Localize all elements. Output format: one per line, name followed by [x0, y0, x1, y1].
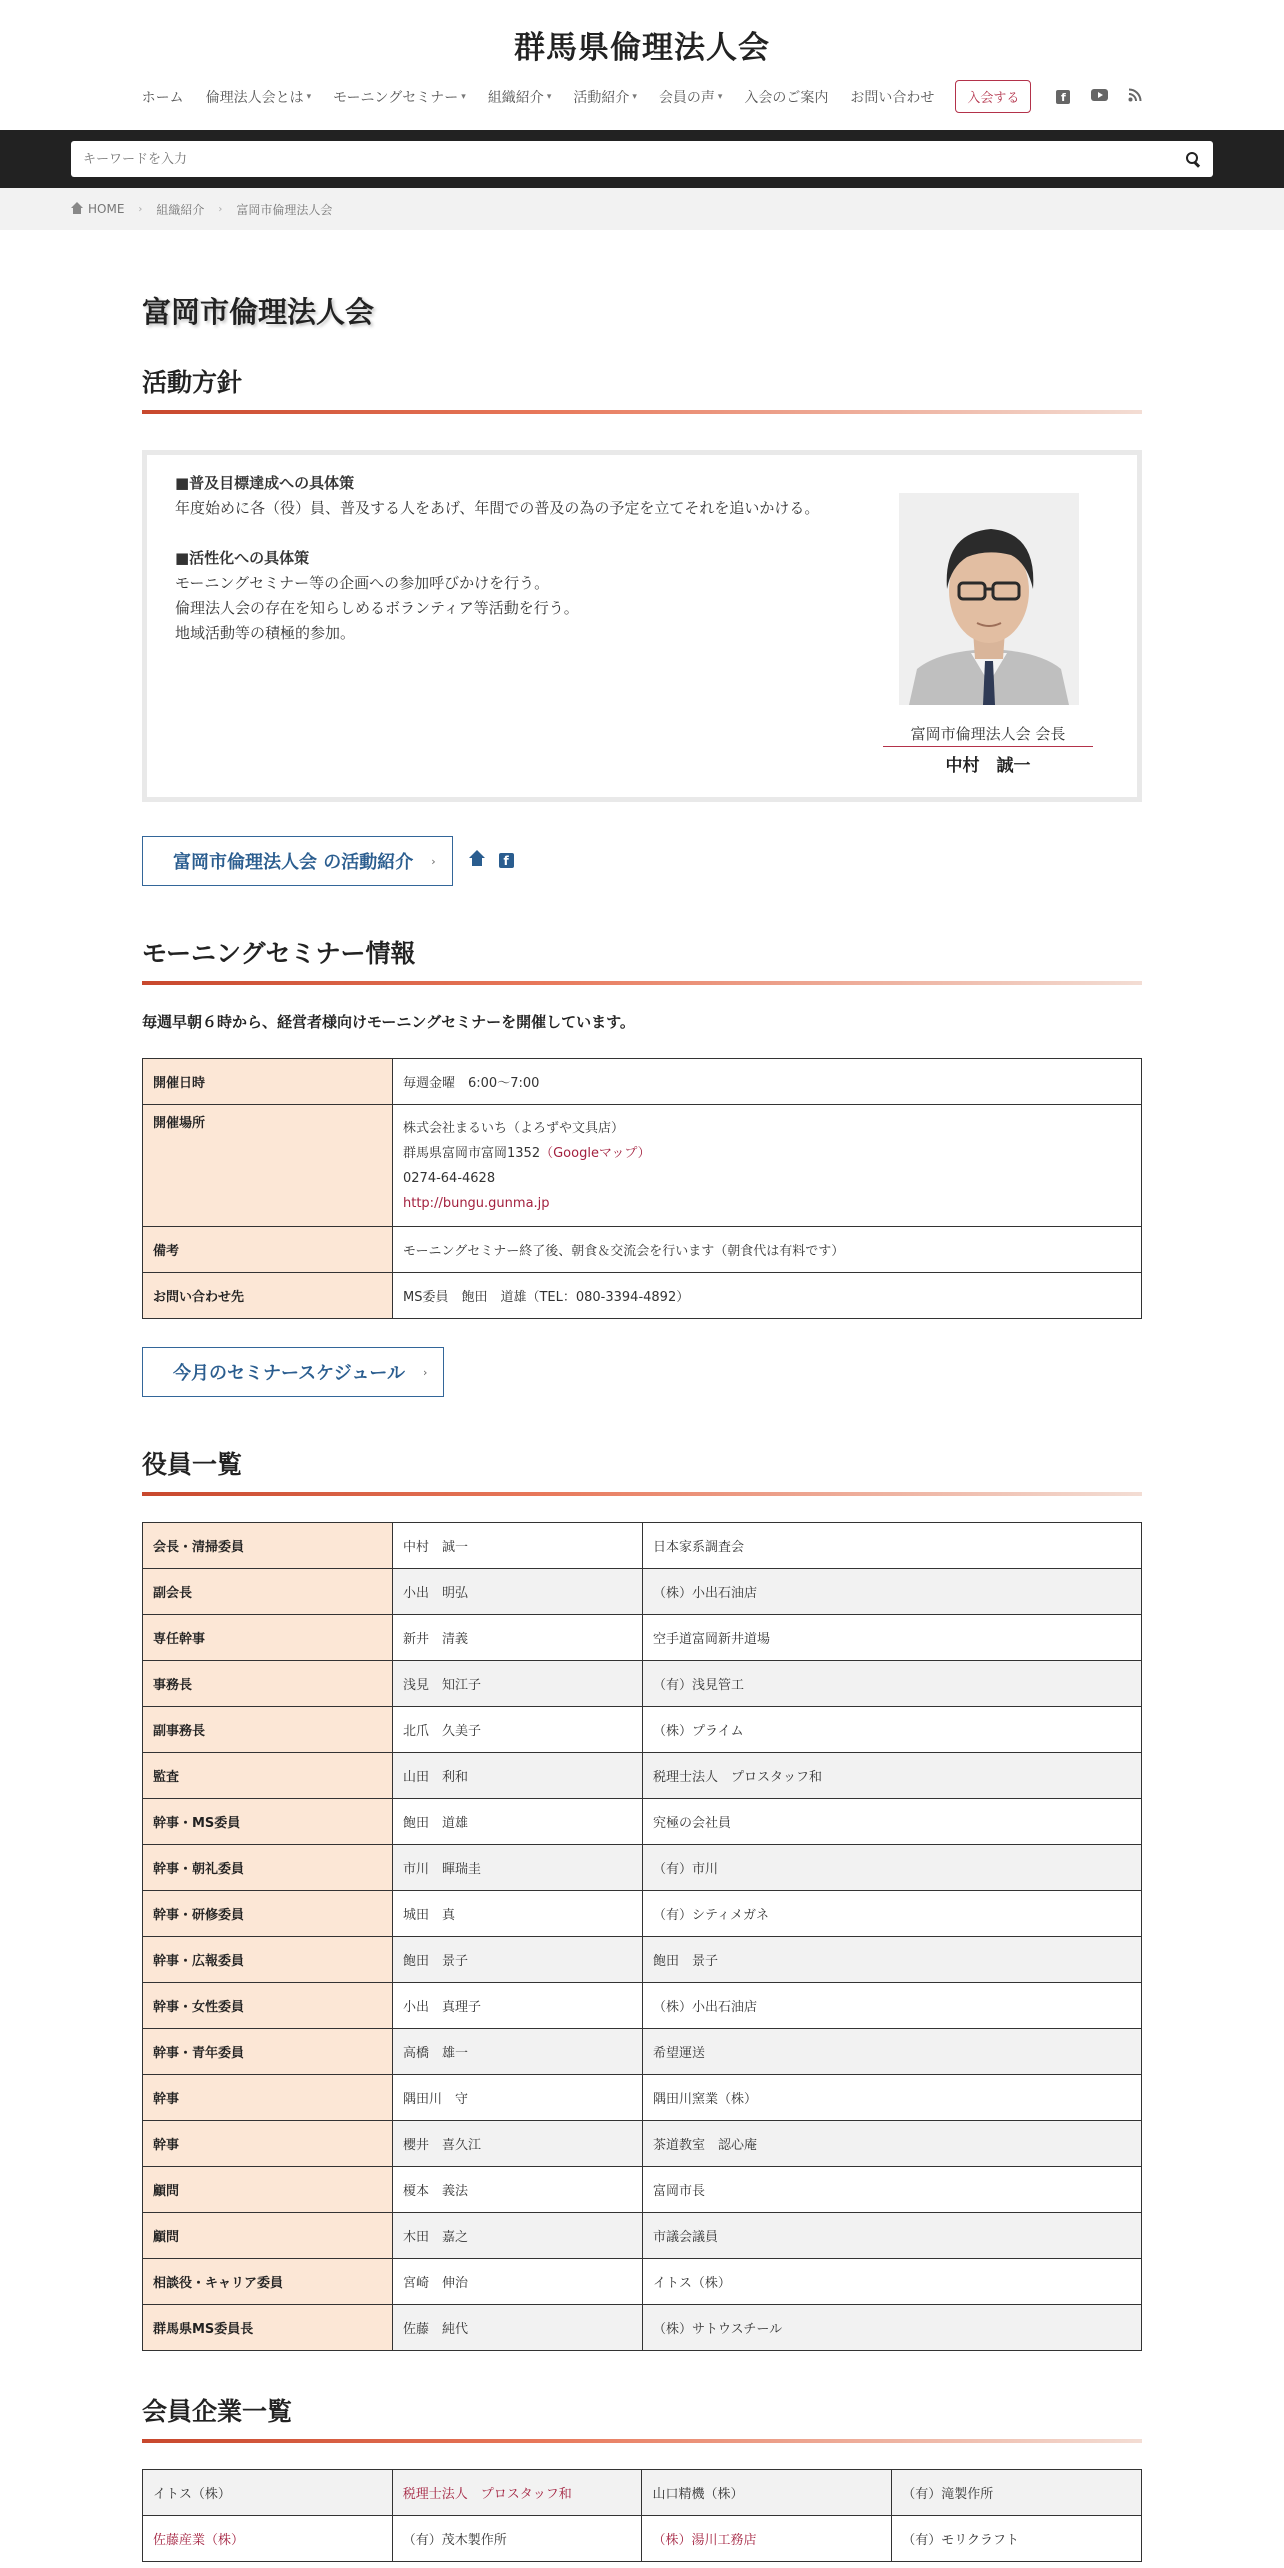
- officer-role: 幹事: [143, 2075, 393, 2121]
- officer-name: 市川 暉瑞圭: [393, 1845, 643, 1891]
- search-band: [0, 130, 1284, 188]
- officer-name: 小出 明弘: [393, 1569, 643, 1615]
- section-divider: [142, 981, 1142, 985]
- table-row: [143, 2167, 1142, 2213]
- officer-company: 市議会議員: [643, 2213, 1142, 2259]
- policy-text: [175, 471, 845, 646]
- note-label: 備考: [143, 1227, 393, 1273]
- policy-box: [142, 450, 1142, 802]
- table-row: [143, 2029, 1142, 2075]
- nav-item-activities[interactable]: [562, 85, 648, 109]
- place-label: 開催場所: [143, 1105, 393, 1227]
- main-content: [142, 292, 1142, 2562]
- note-value: モーニングセミナー終了後、朝食＆交流会を行います（朝食代は有料です）: [393, 1227, 1142, 1273]
- google-map-link[interactable]: （Googleマップ）: [540, 1145, 651, 1161]
- rss-icon[interactable]: [1117, 88, 1153, 106]
- table-row: [143, 1891, 1142, 1937]
- officer-name: 飽田 道雄: [393, 1799, 643, 1845]
- member-company: 山口精機（株）: [652, 2487, 744, 2502]
- member-company: （有）茂木製作所: [402, 2533, 507, 2548]
- table-row: [143, 1799, 1142, 1845]
- nav-item-join-info[interactable]: [733, 85, 839, 109]
- youtube-icon[interactable]: [1081, 89, 1117, 105]
- officer-company: 飽田 景子: [643, 1937, 1142, 1983]
- officer-name: 小出 真理子: [393, 1983, 643, 2029]
- nav-item-home[interactable]: [131, 85, 195, 109]
- officer-company: （有）市川: [643, 1845, 1142, 1891]
- chevron-right-icon: ›: [218, 203, 223, 215]
- president-role: 富岡市倫理法人会 会長: [883, 723, 1093, 747]
- officer-company: 空手道富岡新井道場: [643, 1615, 1142, 1661]
- member-cell: [143, 2470, 393, 2516]
- home-link-icon[interactable]: [469, 853, 485, 870]
- officer-role: 幹事・広報委員: [143, 1937, 393, 1983]
- member-cell: [143, 2516, 393, 2562]
- officer-company: （株）小出石油店: [643, 1983, 1142, 2029]
- table-row: [143, 1661, 1142, 1707]
- table-row: [143, 1227, 1142, 1273]
- officer-name: 高橋 雄一: [393, 2029, 643, 2075]
- site-header: [0, 0, 1284, 130]
- nav-item-about[interactable]: [195, 85, 323, 109]
- policy-item2-line: モーニングセミナー等の企画への参加呼びかけを行う。: [175, 574, 550, 592]
- member-company-link[interactable]: （株）湯川工務店: [652, 2533, 757, 2548]
- officer-name: 城田 真: [393, 1891, 643, 1937]
- table-row: [143, 2305, 1142, 2351]
- officer-company: 税理士法人 プロスタッフ和: [643, 1753, 1142, 1799]
- officer-role: 幹事・女性委員: [143, 1983, 393, 2029]
- table-row: [143, 1059, 1142, 1105]
- officer-role: 専任幹事: [143, 1615, 393, 1661]
- button-label: 今月のセミナースケジュール: [173, 1363, 406, 1384]
- nav-item-organization[interactable]: [477, 85, 563, 109]
- table-row: [143, 1845, 1142, 1891]
- chevron-down-icon: ▾: [461, 91, 466, 102]
- officer-company: 希望運送: [643, 2029, 1142, 2075]
- nav-item-label: 活動紹介: [573, 89, 630, 106]
- officer-name: 榎本 義法: [393, 2167, 643, 2213]
- officer-company: （株）サトウスチール: [643, 2305, 1142, 2351]
- officer-name: 中村 誠一: [393, 1523, 643, 1569]
- officers-table: [142, 1522, 1142, 2351]
- join-button[interactable]: 入会する: [955, 80, 1031, 113]
- table-row: [143, 1937, 1142, 1983]
- chevron-right-icon: ›: [138, 203, 143, 215]
- main-nav: [0, 80, 1284, 113]
- member-cell: [892, 2516, 1142, 2562]
- nav-item-label: 倫理法人会とは: [205, 89, 304, 106]
- officers-heading: 役員一覧: [142, 1450, 243, 1479]
- nav-item-label: ホーム: [141, 89, 184, 106]
- officer-company: 茶道教室 認心庵: [643, 2121, 1142, 2167]
- policy-item1-title: ■普及目標達成への具体策: [175, 474, 355, 492]
- officer-name: 宮崎 伸治: [393, 2259, 643, 2305]
- table-row: [143, 1707, 1142, 1753]
- nav-item-voices[interactable]: [648, 85, 734, 109]
- site-title[interactable]: 群馬県倫理法人会: [514, 30, 770, 66]
- officer-role: 幹事: [143, 2121, 393, 2167]
- chevron-down-icon: ▾: [717, 91, 723, 102]
- section-divider: [142, 410, 1142, 414]
- place-url-link[interactable]: http://bungu.gunma.jp: [403, 1195, 550, 1211]
- member-cell: [642, 2516, 892, 2562]
- search-input[interactable]: [83, 152, 1185, 167]
- table-row: [143, 2213, 1142, 2259]
- officer-role: 事務長: [143, 1661, 393, 1707]
- president-photo: [899, 493, 1079, 705]
- officer-role: 幹事・朝礼委員: [143, 1845, 393, 1891]
- breadcrumb-organization[interactable]: 組織紹介: [156, 202, 205, 217]
- contact-value: MS委員 飽田 道雄（TEL：080-3394-4892）: [393, 1273, 1142, 1319]
- officer-company: （有）浅見管工: [643, 1661, 1142, 1707]
- officer-name: 北爪 久美子: [393, 1707, 643, 1753]
- place-value: [393, 1105, 1142, 1227]
- member-cell: [892, 2470, 1142, 2516]
- policy-item2-line: 地域活動等の積極的参加。: [175, 624, 356, 642]
- table-row: [143, 2516, 1142, 2562]
- chevron-down-icon: ▾: [632, 91, 637, 102]
- officer-role: 顧問: [143, 2167, 393, 2213]
- place-tel: 0274-64-4628: [403, 1170, 496, 1186]
- table-row: [143, 1523, 1142, 1569]
- table-row: [143, 1273, 1142, 1319]
- officer-company: 日本家系調査会: [643, 1523, 1142, 1569]
- table-row: [143, 2121, 1142, 2167]
- member-company: （有）滝製作所: [902, 2487, 994, 2502]
- activity-intro-button[interactable]: [142, 836, 453, 886]
- officer-company: イトス（株）: [643, 2259, 1142, 2305]
- member-cell: [392, 2516, 642, 2562]
- seminar-heading: モーニングセミナー情報: [142, 939, 416, 968]
- officer-role: 副会長: [143, 1569, 393, 1615]
- officer-name: 隅田川 守: [393, 2075, 643, 2121]
- policy-item1-body: 年度始めに各（役）員、普及する人をあげ、年間での普及の為の予定を立てそれを追いかける。: [175, 499, 820, 517]
- nav-item-seminar[interactable]: [322, 85, 477, 109]
- button-label: 富岡市倫理法人会 の活動紹介: [173, 852, 414, 873]
- place-address: 群馬県富岡市富岡1352: [403, 1145, 541, 1161]
- table-row: [143, 2470, 1142, 2516]
- members-heading: 会員企業一覧: [142, 2397, 293, 2426]
- table-row: [143, 1615, 1142, 1661]
- nav-item-contact[interactable]: [839, 85, 945, 109]
- officer-company: （有）シティメガネ: [643, 1891, 1142, 1937]
- officer-name: 山田 利和: [393, 1753, 643, 1799]
- datetime-label: 開催日時: [143, 1059, 393, 1105]
- officer-name: 飽田 景子: [393, 1937, 643, 1983]
- table-row: [143, 1753, 1142, 1799]
- contact-label: お問い合わせ先: [143, 1273, 393, 1319]
- table-row: [143, 1569, 1142, 1615]
- officer-role: 幹事・研修委員: [143, 1891, 393, 1937]
- member-company-link[interactable]: 税理士法人 プロスタッフ和: [402, 2487, 572, 2502]
- table-row: [143, 1105, 1142, 1227]
- officer-name: 木田 嘉之: [393, 2213, 643, 2259]
- officer-role: 幹事・MS委員: [143, 1799, 393, 1845]
- search-box: [71, 141, 1213, 177]
- search-icon[interactable]: [1185, 151, 1201, 167]
- chevron-down-icon: ▾: [546, 91, 552, 102]
- table-row: [143, 1983, 1142, 2029]
- officer-role: 群馬県MS委員長: [143, 2305, 393, 2351]
- seminar-info-table: [142, 1058, 1142, 1319]
- home-icon: [71, 204, 83, 214]
- chevron-right-icon: ›: [423, 1365, 428, 1379]
- officer-company: 隅田川窯業（株）: [643, 2075, 1142, 2121]
- chevron-down-icon: ▾: [306, 91, 312, 102]
- seminar-lead: 毎週早朝６時から、経営者様向けモーニングセミナーを開催しています。: [142, 1013, 635, 1031]
- activity-links: [142, 836, 1142, 886]
- officer-name: 佐藤 純代: [393, 2305, 643, 2351]
- facebook-link-icon[interactable]: f: [499, 853, 514, 869]
- president-caption: [883, 723, 1093, 776]
- page-title: 富岡市倫理法人会: [142, 295, 375, 329]
- officer-role: 相談役・キャリア委員: [143, 2259, 393, 2305]
- nav-item-label: 組織紹介: [487, 89, 544, 106]
- member-company-link[interactable]: 佐藤産業（株）: [153, 2533, 245, 2548]
- section-divider: [142, 2439, 1142, 2443]
- officer-company: （株）プライム: [643, 1707, 1142, 1753]
- table-row: [143, 2259, 1142, 2305]
- officer-name: 浅見 知江子: [393, 1661, 643, 1707]
- officer-role: 幹事・青年委員: [143, 2029, 393, 2075]
- policy-heading: 活動方針: [142, 368, 243, 397]
- datetime-value: 毎週金曜 6:00～7:00: [393, 1059, 1142, 1105]
- nav-item-label: 入会のご案内: [744, 89, 829, 106]
- president-name: 中村 誠一: [945, 756, 1031, 776]
- officer-name: 櫻井 喜久江: [393, 2121, 643, 2167]
- chevron-right-icon: ›: [431, 854, 436, 868]
- breadcrumb-home[interactable]: HOME: [88, 202, 125, 216]
- section-divider: [142, 1492, 1142, 1496]
- place-name: 株式会社まるいち（よろずや文具店）: [403, 1120, 625, 1136]
- seminar-schedule-button[interactable]: [142, 1347, 444, 1397]
- officer-company: 究極の会社員: [643, 1799, 1142, 1845]
- nav-item-label: お問い合わせ: [850, 89, 935, 106]
- officer-role: 顧問: [143, 2213, 393, 2259]
- officer-name: 新井 清義: [393, 1615, 643, 1661]
- officer-company: 富岡市長: [643, 2167, 1142, 2213]
- nav-item-label: 会員の声: [658, 89, 715, 106]
- member-cell: [392, 2470, 642, 2516]
- facebook-icon[interactable]: f: [1045, 89, 1081, 105]
- member-company: イトス（株）: [153, 2487, 231, 2502]
- policy-item2-title: ■活性化への具体策: [175, 549, 310, 567]
- officer-role: 監査: [143, 1753, 393, 1799]
- member-company: （有）モリクラフト: [902, 2533, 1019, 2548]
- breadcrumb: [0, 188, 1284, 230]
- officer-company: （株）小出石油店: [643, 1569, 1142, 1615]
- member-cell: [642, 2470, 892, 2516]
- policy-item2-line: 倫理法人会の存在を知らしめるボランティア等活動を行う。: [175, 599, 579, 617]
- nav-item-label: モーニングセミナー: [333, 89, 459, 106]
- officer-role: 会長・清掃委員: [143, 1523, 393, 1569]
- table-row: [143, 2075, 1142, 2121]
- members-table: [142, 2469, 1142, 2562]
- breadcrumb-current: 富岡市倫理法人会: [236, 202, 333, 217]
- officer-role: 副事務長: [143, 1707, 393, 1753]
